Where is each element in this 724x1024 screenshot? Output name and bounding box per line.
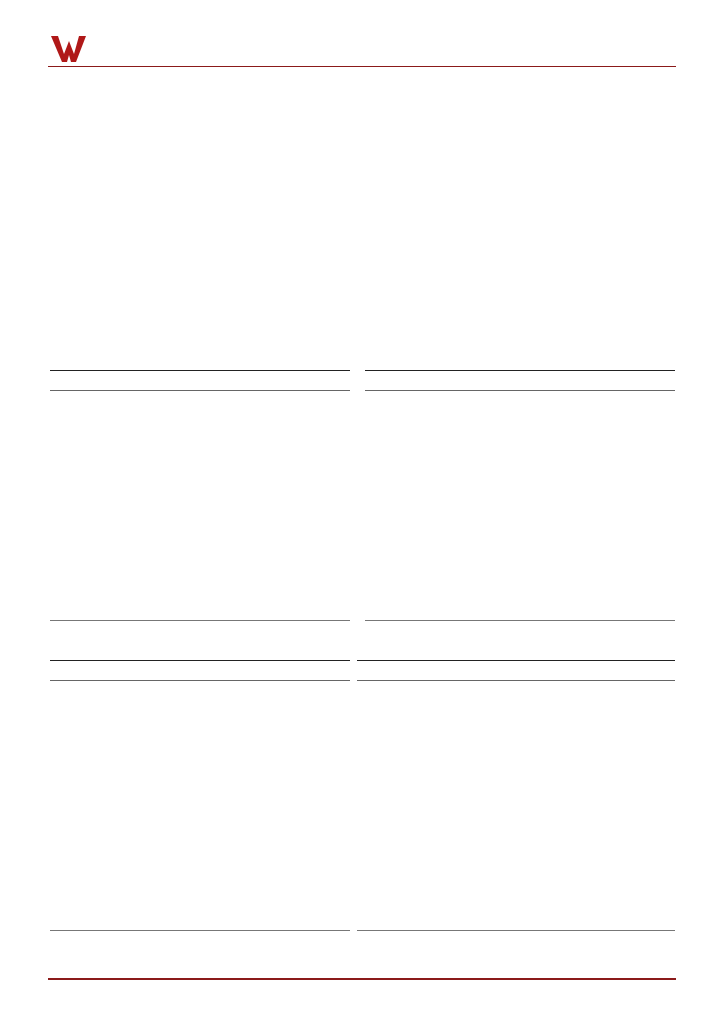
brand-logo-icon	[50, 34, 90, 64]
chart-1	[50, 391, 350, 616]
figure-3	[50, 660, 350, 931]
figure-4	[357, 660, 675, 931]
footer-divider	[48, 978, 676, 980]
chart-2	[365, 391, 675, 616]
figure-1-title	[50, 370, 350, 391]
section-title	[204, 84, 228, 104]
figure-2-title	[365, 370, 675, 391]
chart-4	[357, 681, 675, 926]
figure-4-title	[357, 660, 675, 681]
header-divider	[48, 66, 676, 67]
figure-1	[50, 370, 350, 621]
figure-3-title	[50, 660, 350, 681]
figure-2	[365, 370, 675, 621]
chart-3	[50, 681, 350, 926]
